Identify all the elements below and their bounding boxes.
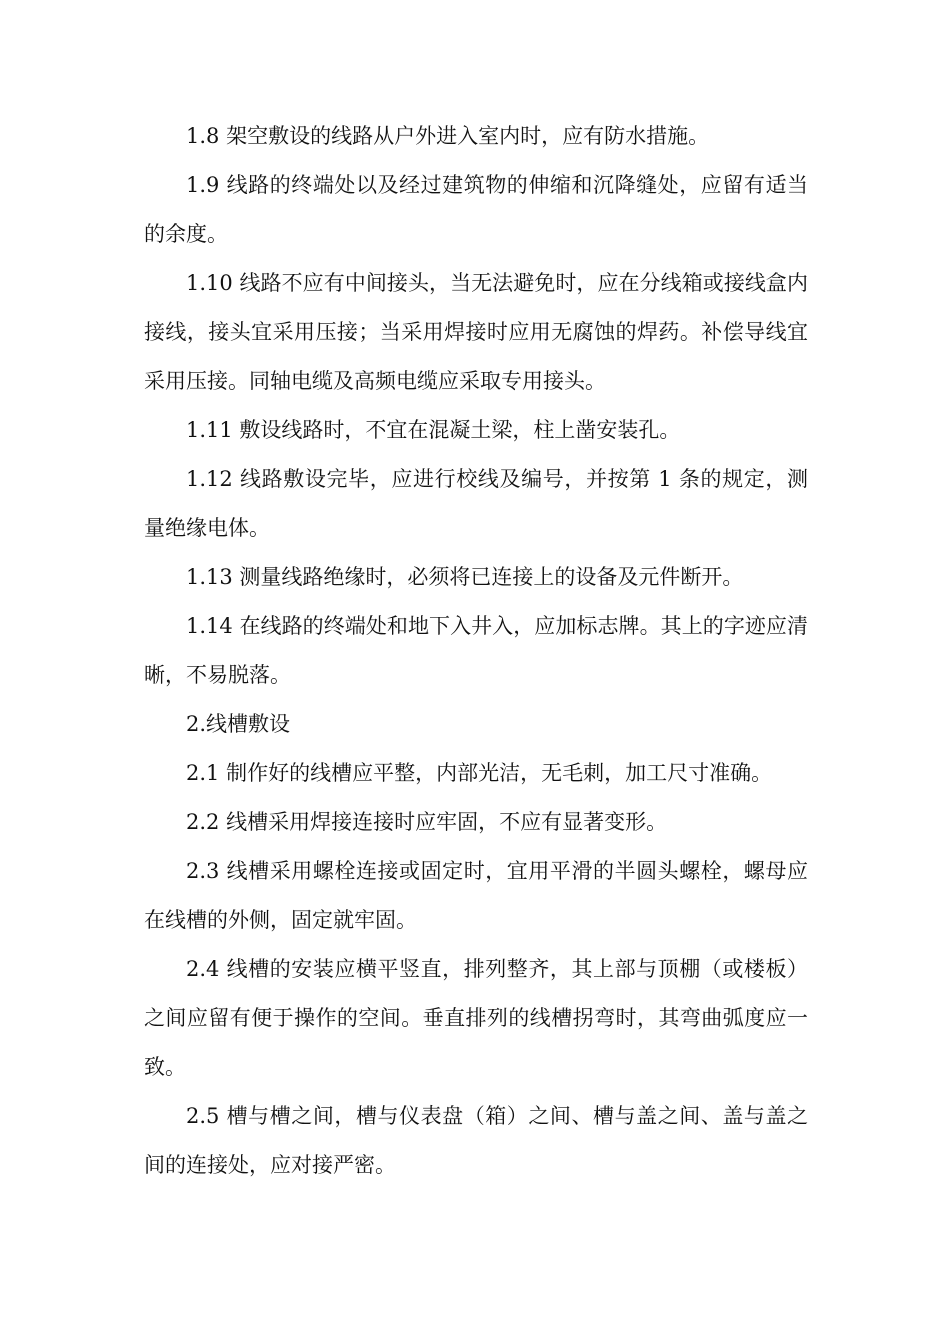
paragraph-1-14: 1.14 在线路的终端处和地下入井入，应加标志牌。其上的字迹应清晰，不易脱落。 [144,614,808,687]
paragraph-1-10: 1.10 线路不应有中间接头，当无法避免时，应在分线箱或接线盒内接线，接头宜采用压接；当采用焊接时应用无腐蚀的焊药。补偿导线宜采用压接。同轴电缆及高频电缆应采取专用接头。 [144,271,808,393]
document-body [144,112,808,1190]
paragraph-1-11: 1.11 敷设线路时，不宜在混凝土梁，柱上凿安装孔。 [186,418,681,442]
paragraph-1-13: 1.13 测量线路绝缘时，必须将已连接上的设备及元件断开。 [186,565,744,589]
paragraph-2-4: 2.4 线槽的安装应横平竖直，排列整齐，其上部与顶棚（或楼板）之间应留有便于操作的空间。垂直排列的线槽拐弯时，其弯曲弧度应一致。 [144,957,808,1079]
paragraph-2-5: 2.5 槽与槽之间，槽与仪表盘（箱）之间、槽与盖之间、盖与盖之间的连接处，应对接严密。 [144,1104,808,1177]
paragraph-2-1: 2.1 制作好的线槽应平整，内部光洁，无毛刺，加工尺寸准确。 [186,761,773,785]
paragraph-1-8: 1.8 架空敷设的线路从户外进入室内时，应有防水措施。 [186,124,710,148]
section-heading-2: 2.线槽敷设 [186,712,291,736]
paragraph-2-2: 2.2 线槽采用焊接连接时应牢固，不应有显著变形。 [186,810,668,834]
paragraph-1-9: 1.9 线路的终端处以及经过建筑物的伸缩和沉降缝处，应留有适当的余度。 [144,173,808,246]
paragraph-2-3: 2.3 线槽采用螺栓连接或固定时，宜用平滑的半圆头螺栓，螺母应在线槽的外侧，固定就牢固。 [144,859,808,932]
paragraph-1-12: 1.12 线路敷设完毕，应进行校线及编号，并按第 1 条的规定，测量绝缘电体。 [144,467,808,540]
